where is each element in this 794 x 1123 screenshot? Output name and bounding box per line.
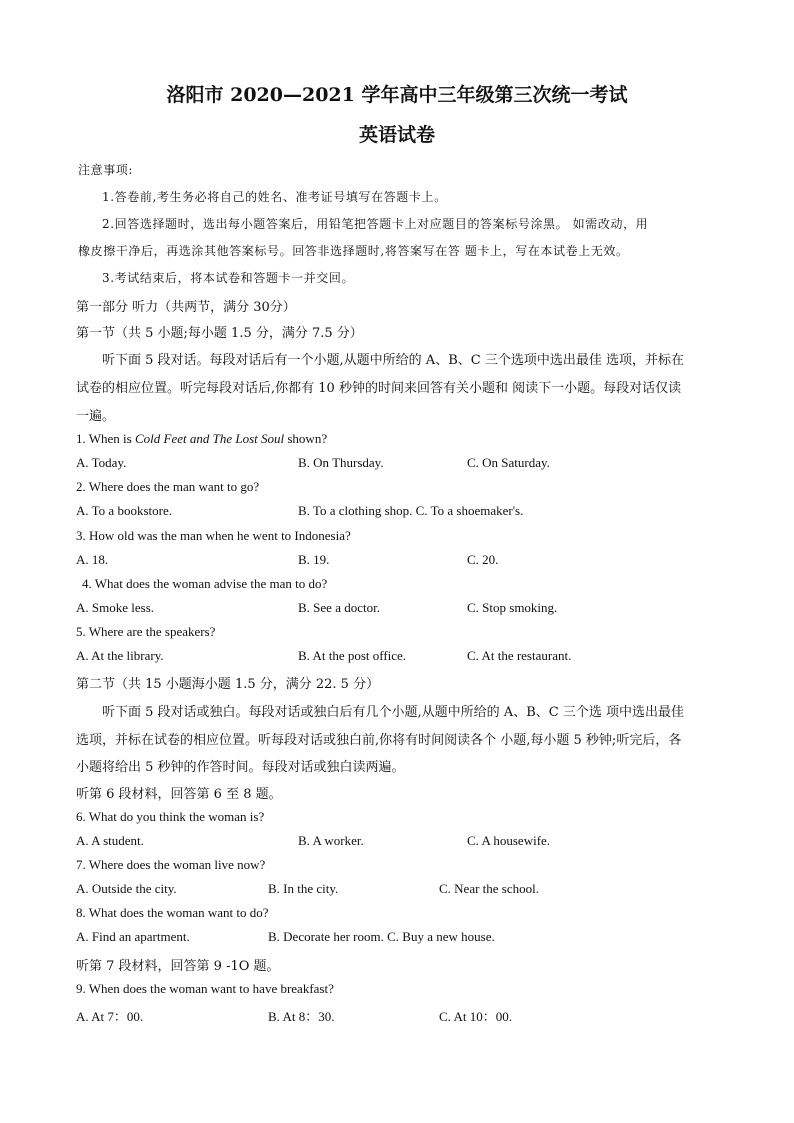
option-b: B. A worker.: [298, 833, 364, 848]
option-b: B. At 8：30.: [268, 1009, 335, 1024]
question-stem: [76, 431, 327, 447]
instruction-line: 一遍。: [76, 409, 116, 424]
option-a: A. Smoke less.: [76, 600, 154, 615]
material-heading: 听第 7 段材料，回答第 9 -1O 题。: [76, 959, 280, 974]
exam-subtitle: 英语试卷: [358, 124, 435, 146]
option-a: A. A student.: [76, 833, 144, 848]
question-stem: 6. What do you think the woman is?: [76, 809, 265, 824]
question-stem: 8. What does the woman want to do?: [76, 905, 269, 920]
option-c: C. Stop smoking.: [467, 600, 558, 615]
question-stem: 5. Where are the speakers?: [76, 624, 216, 639]
question-stem: 2. Where does the man want to go?: [76, 479, 260, 494]
option-a: A. At 7：00.: [76, 1009, 144, 1024]
option-b: B. On Thursday.: [298, 455, 384, 470]
option-c: C. A housewife.: [467, 833, 551, 848]
option-a: A. To a bookstore.: [76, 503, 172, 518]
notice-heading: 注意事项:: [78, 163, 134, 177]
section-title: 第一节（共 5 小题;每小题 1.5 分，满分 7.5 分）: [76, 326, 363, 341]
option-c: C. Near the school.: [439, 881, 540, 896]
instruction-line: 小题将给出 5 秒钟的作答时间。每段对话或独白读两遍。: [76, 760, 405, 775]
option-c: C. At 10：00.: [439, 1009, 512, 1024]
option-b: B. See a doctor.: [298, 600, 380, 615]
question-stem: 9. When does the woman want to have breakfast?: [76, 981, 334, 996]
question-text: 1. When is: [76, 431, 135, 446]
option-c: C. On Saturday.: [467, 455, 550, 470]
instruction-line: 试卷的相应位置。听完每段对话后,你都有 10 秒钟的时间来回答有关小题和 阅读下一小题。每段对话仅读: [76, 381, 682, 396]
exam-title: 洛阳市 2020—2021 学年高中三年级第三次统一考试: [166, 84, 628, 106]
instruction-line: 听下面 5 段对话或独白。每段对话或独白后有几个小题,从题中所给的 A、B、C 三个选 项中选出最佳: [102, 705, 684, 720]
option-b: B. In the city.: [268, 881, 339, 896]
question-stem: 7. Where does the woman live now?: [76, 857, 266, 872]
option-bc: B. Decorate her room. C. Buy a new house.: [268, 929, 495, 944]
question-stem: 3. How old was the man when he went to Indonesia?: [76, 528, 351, 543]
notice-item: 2.回答选择题时，选出每小题答案后，用铅笔把答题卡上对应题目的答案标号涂黑。 如需改动，用: [102, 217, 649, 231]
option-a: A. Today.: [76, 455, 127, 470]
option-c: C. 20.: [467, 552, 499, 567]
option-b: B. At the post office.: [298, 648, 407, 663]
instruction-line: 选项，并标在试卷的相应位置。听每段对话或独白前,你将有时间阅读各个 小题,每小题 5 秒钟;听完后，各: [76, 733, 682, 748]
option-a: A. Outside the city.: [76, 881, 177, 896]
part-title: 第一部分 听力（共两节，满分 30分）: [76, 300, 296, 315]
notice-item: 1.答卷前,考生务必将自己的姓名、准考证号填写在答题卡上。: [102, 190, 447, 204]
option-a: A. Find an apartment.: [76, 929, 190, 944]
option-b: B. 19.: [298, 552, 330, 567]
option-bc: B. To a clothing shop. C. To a shoemaker's.: [298, 503, 524, 518]
material-heading: 听第 6 段材料，回答第 6 至 8 题。: [76, 787, 282, 802]
instruction-line: 听下面 5 段对话。每段对话后有一个小题,从题中所给的 A、B、C 三个选项中选出最佳 选项，并标在: [102, 353, 684, 368]
option-c: C. At the restaurant.: [467, 648, 572, 663]
question-text: shown?: [284, 431, 328, 446]
question-stem: 4. What does the woman advise the man to do?: [82, 576, 328, 591]
notice-item: 3.考试结束后，将本试卷和答题卡一并交回。: [102, 271, 355, 285]
option-a: A. At the library.: [76, 648, 164, 663]
film-title: Cold Feet and The Lost Soul: [134, 431, 285, 446]
option-a: A. 18.: [76, 552, 109, 567]
notice-item: 橡皮擦干净后，再选涂其他答案标号。回答非选择题时,将答案写在答 题卡上，写在本试卷上无效。: [78, 244, 629, 258]
section-title: 第二节（共 15 小题海小题 1.5 分，满分 22. 5 分）: [76, 677, 380, 692]
